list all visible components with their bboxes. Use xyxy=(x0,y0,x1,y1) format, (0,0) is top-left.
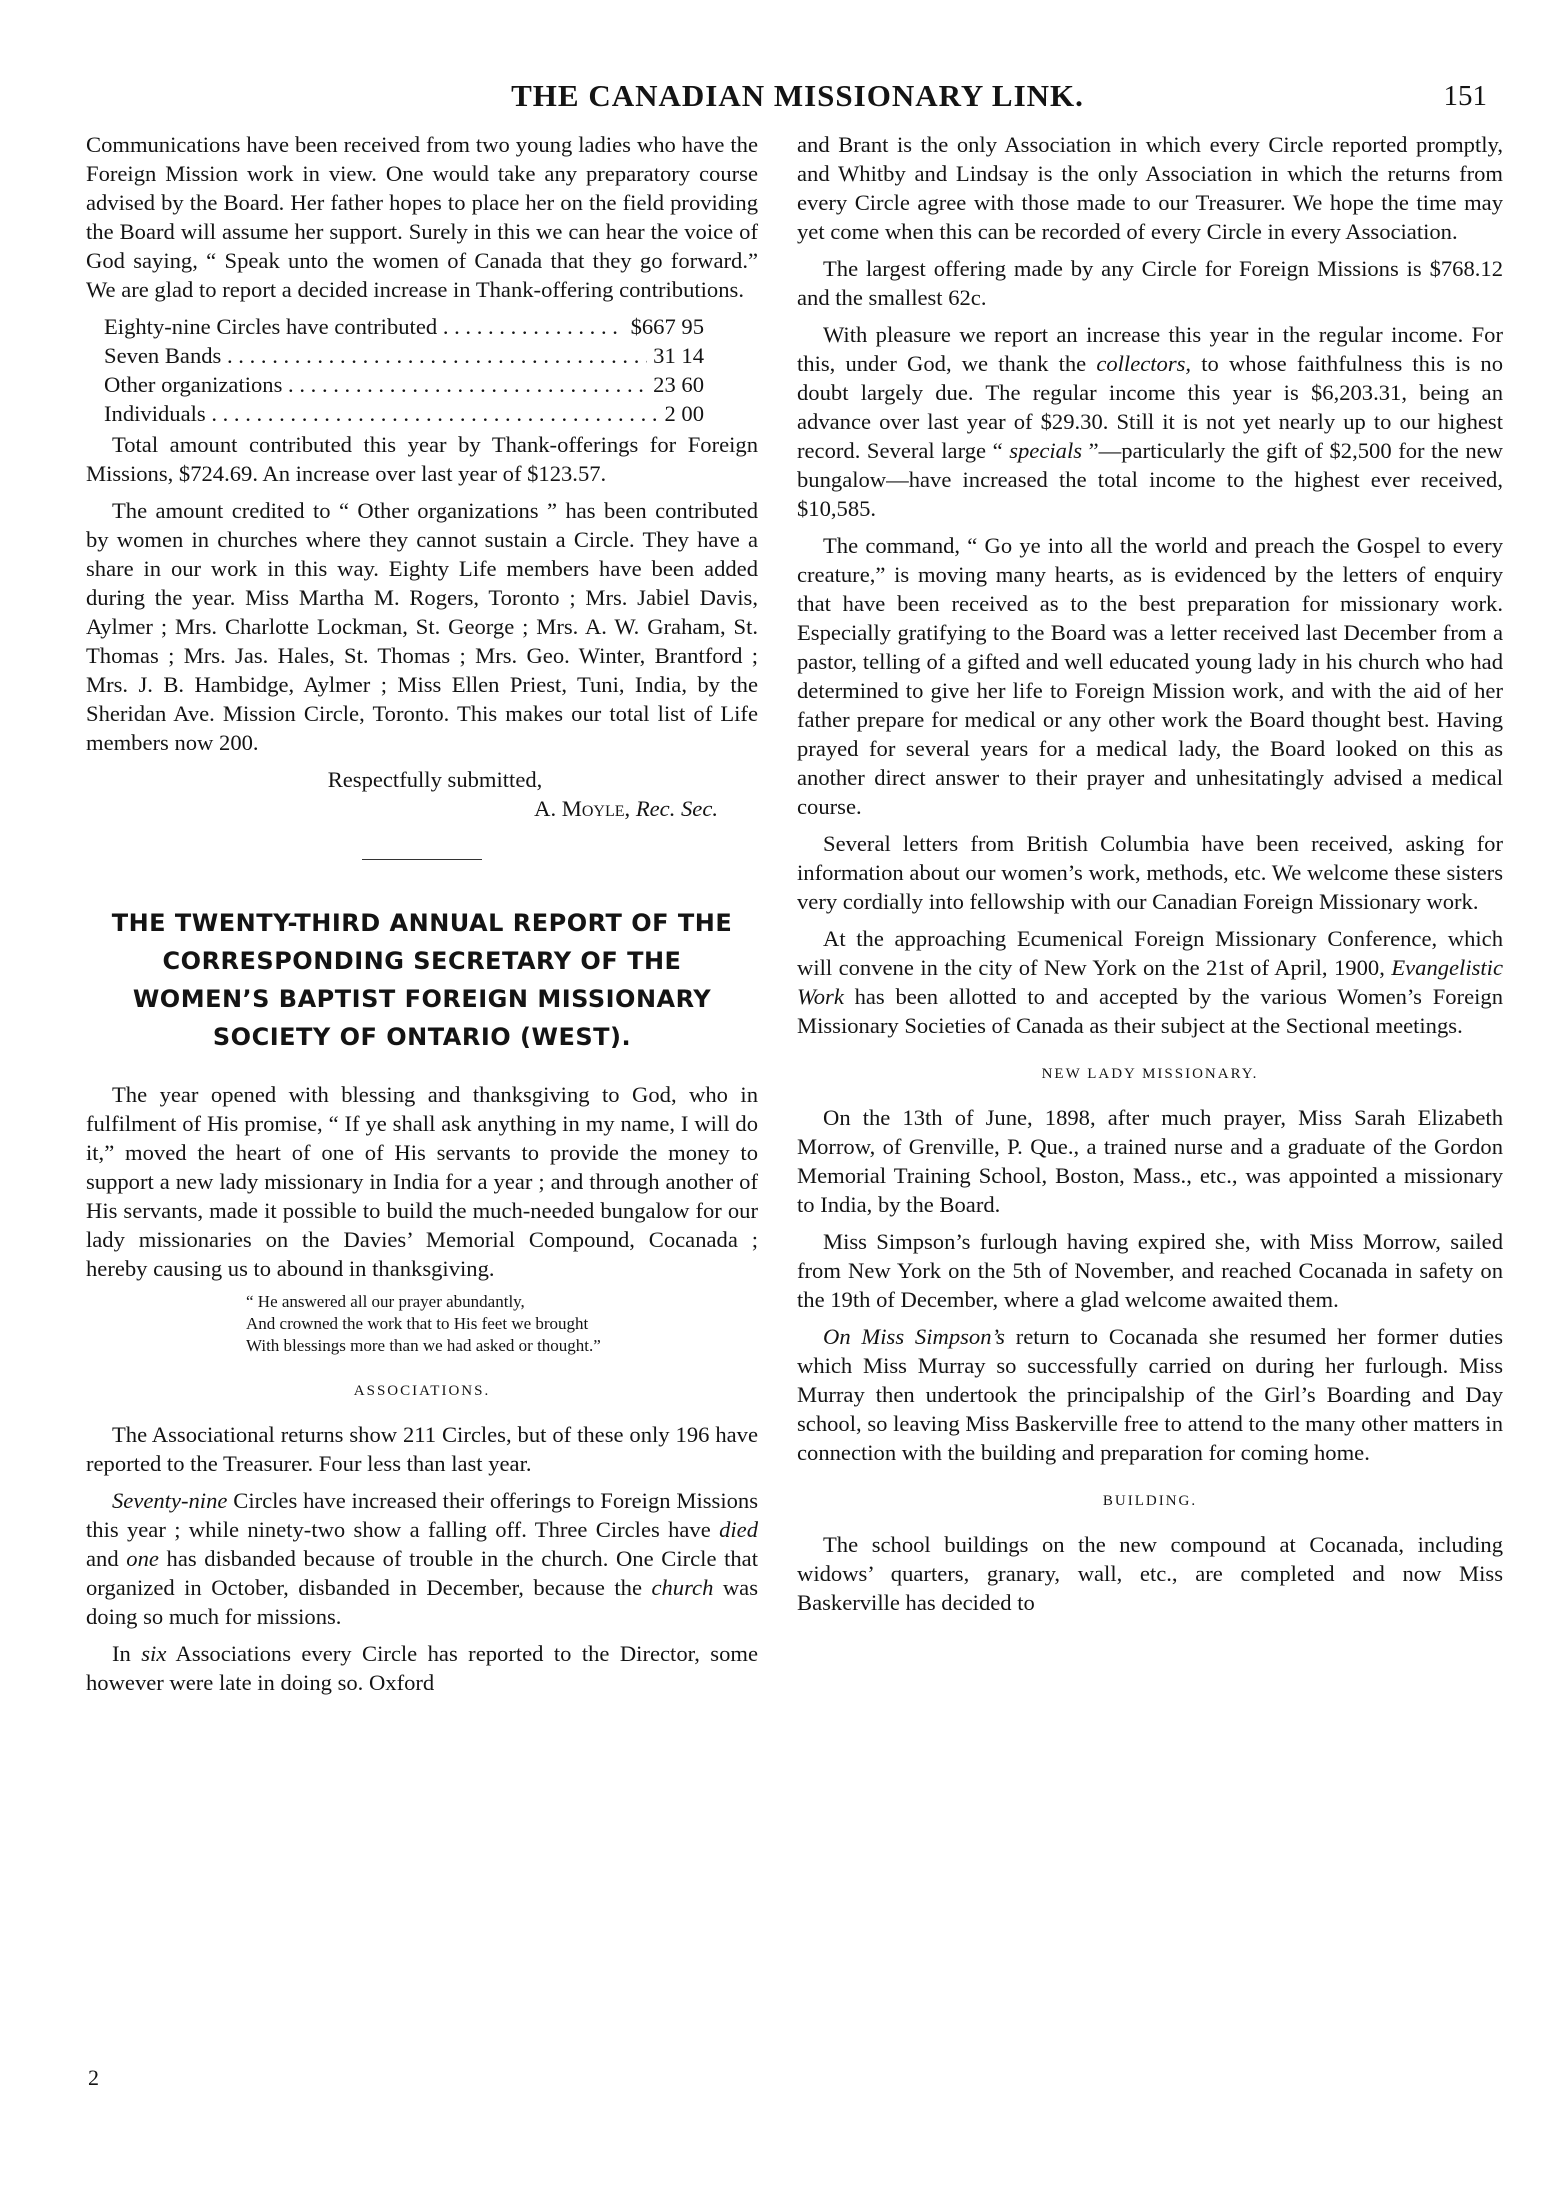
text-run: Associations every Circle has reported to the Director, some however were late in doing so. Oxford xyxy=(86,1641,758,1695)
paragraph: The command, “ Go ye into all the world and preach the Gospel to every creature,” is moving many hearts, as is evidenced by the letters of enquiry that have been received as to the best preparation for missionary work. Especially gratifying to the Board was a letter received last December from a pastor, telling of a gifted and well educated young lady in his church who had determined to give her life to Foreign Mission work, and with the aid of her father prepare for medical or any other work the Board thought best. Having prayed for several years for a medical lady, the Board looked on this as another direct answer to their prayer and unhesitatingly advised a medical course. xyxy=(797,533,1503,819)
poem-line: And crowned the work that to His feet we brought xyxy=(246,1314,589,1333)
paragraph: Communications have been received from two young ladies who have the Foreign Mission work in view. One would take any preparatory course advised by the Board. Her father hopes to place her on the field providing the Board will assume her support. Surely in this we can hear the voice of God saying, “ Speak unto the women of Canada that they go forward.” We are glad to report a decided increase in Thank-offering contributions. xyxy=(86,132,758,302)
totals-label: Other organizations . . . xyxy=(104,370,647,399)
paragraph: The Associational returns show 211 Circles, but of these only 196 have reported to the Treasurer. Four less than last year. xyxy=(86,1422,758,1476)
paragraph xyxy=(86,1639,758,1697)
totals-amount: $667 95 xyxy=(630,314,704,339)
section-heading-associations: ASSOCIATIONS. xyxy=(353,1383,491,1399)
totals-row xyxy=(104,312,704,341)
totals-row xyxy=(104,341,704,370)
report-title: THE TWENTY-THIRD ANNUAL REPORT OF THE CORRESPONDING SECRETARY OF THE WOMEN’S BAPTIST FOREIGN MISSIONARY SOCIETY OF ONTARIO (WEST). xyxy=(111,909,733,1051)
paragraph: and Brant is the only Association in which every Circle reported promptly, and Whitby and Lindsay is the only Association in which the returns from every Circle agree with those made to our Treasurer. We hope the time may yet come when this can be recorded of every Circle in every Association. xyxy=(797,132,1503,244)
text-run: ”—particularly the gift of $2,500 for the new bungalow—have increased the total income to the highest ever received, $10,585. xyxy=(797,438,1503,521)
poem-line: “ He answered all our prayer abundantly, xyxy=(246,1292,525,1311)
text-run: to whose faithfulness this is no doubt largely due. The regular income this year is $6,203.31, being an advance over last year of $29.30. Still it is not yet nearly up to our highest record. Several large “ xyxy=(797,351,1503,463)
paragraph: Miss Simpson’s furlough having expired she, with Miss Morrow, sailed from New York on the 5th of November, and reached Cocanada in safety on the 19th of December, where a glad welcome awaited them. xyxy=(797,1229,1503,1312)
italic-text: collectors, xyxy=(1096,351,1192,376)
section-heading-new-lady-missionary: NEW LADY MISSIONARY. xyxy=(1041,1066,1259,1082)
italic-text: six xyxy=(141,1641,167,1666)
totals-amount: 31 14 xyxy=(653,343,704,368)
journal-title: THE CANADIAN MISSIONARY LINK. xyxy=(511,78,1084,113)
italic-text: died xyxy=(719,1517,758,1542)
page-number: 151 xyxy=(1443,80,1487,112)
signature-name: A. Moyle, xyxy=(534,796,631,821)
totals-row xyxy=(104,399,704,428)
paragraph: The largest offering made by any Circle for Foreign Missions is $768.12 and the smallest 62c. xyxy=(797,256,1503,310)
signoff: Respectfully submitted, xyxy=(327,767,543,792)
totals-row xyxy=(104,370,704,399)
text-run: return to Cocanada she resumed her former duties which Miss Murray so successfully carried on during her furlough. Miss Murray then undertook the principalship of the Girl’s Boarding and Day school, so leaving Miss Baskerville free to attend to the many other matters in connection with the building and preparation for coming home. xyxy=(797,1324,1504,1465)
text-run: was doing so much for missions. xyxy=(86,1575,758,1629)
paragraph: On the 13th of June, 1898, after much prayer, Miss Sarah Elizabeth Morrow, of Grenville, P. Que., a trained nurse and a graduate of the Gordon Memorial Training School, Boston, Mass., etc., was appointed a missionary to India, by the Board. xyxy=(797,1105,1503,1217)
page-header xyxy=(90,78,1505,122)
signature-mark: 2 xyxy=(88,2065,99,2090)
totals-amount: 2 00 xyxy=(664,401,704,426)
paragraph: Several letters from British Columbia have been received, asking for information about our women’s work, methods, etc. We welcome these sisters very cordially into fellowship with our Canadian Foreign Missionary work. xyxy=(797,831,1503,914)
paragraph: The year opened with blessing and thanksgiving to God, who in fulfilment of His promise, “ If ye shall ask anything in my name, I will do it,” moved the heart of one of His servants to provide the money to support a new lady missionary in India for a year ; and through another of His servants, made it possible to build the much-needed bungalow for our lady missionaries on the Davies’ Memorial Compound, Cocanada ; hereby causing us to abound in thanksgiving. xyxy=(86,1082,758,1281)
paragraph xyxy=(797,1322,1503,1467)
text-run: has been allotted to and accepted by the various Women’s Foreign Missionary Societies of Canada as their subject at the Sectional meetings. xyxy=(797,984,1503,1038)
section-heading-building: BUILDING. xyxy=(1102,1493,1198,1509)
text-run: Circles have increased their offerings to Foreign Missions this year ; while ninety-two show a falling off. Three Circles have xyxy=(86,1488,758,1542)
paragraph xyxy=(797,320,1503,523)
poem-quote xyxy=(246,1291,758,1357)
italic-text: On Miss Simpson’s xyxy=(823,1324,1005,1349)
totals-amount: 23 60 xyxy=(653,372,704,397)
italic-text: Seventy-nine xyxy=(112,1488,228,1513)
totals-label: Eighty-nine Circles have contributed . . . xyxy=(104,312,625,341)
paragraph: The amount credited to “ Other organizations ” has been contributed by women in churches where they cannot sustain a Circle. They have a share in our work in this way. Eighty Life members have been added during the year. Miss Martha M. Rogers, Toronto ; Mrs. Jabiel Davis, Aylmer ; Mrs. Charlotte Lockman, St. George ; Mrs. A. W. Graham, St. Thomas ; Mrs. Jas. Hales, St. Thomas ; Mrs. Geo. Winter, Brantford ; Mrs. J. B. Hambidge, Aylmer ; Miss Ellen Priest, Tuni, India, by the Sheridan Ave. Mission Circle, Toronto. This makes our total list of Life members now 200. xyxy=(86,498,758,755)
signature-title: Rec. Sec. xyxy=(635,796,718,821)
paragraph xyxy=(86,1486,758,1631)
totals-label: Individuals . . . xyxy=(104,399,658,428)
text-run: In xyxy=(112,1641,142,1666)
paragraph xyxy=(797,924,1503,1040)
totals-label: Seven Bands . . . xyxy=(104,341,647,370)
italic-text: specials xyxy=(1009,438,1083,463)
paragraph: Total amount contributed this year by Thank-offerings for Foreign Missions, $724.69. An increase over last year of $123.57. xyxy=(86,432,758,486)
thank-offering-totals xyxy=(86,312,758,428)
italic-text: Evangelistic Work xyxy=(797,955,1503,1009)
italic-text: one xyxy=(126,1546,159,1571)
divider xyxy=(362,859,482,860)
italic-text: church xyxy=(651,1575,714,1600)
text-run: has disbanded because of trouble in the church. One Circle that organized in October, disbanded in December, because the xyxy=(86,1546,758,1600)
poem-line: With blessings more than we had asked or thought.” xyxy=(246,1336,601,1355)
left-column xyxy=(86,130,758,1705)
text-run: and xyxy=(86,1546,127,1571)
right-column xyxy=(797,130,1503,1625)
text-run: At the approaching Ecumenical Foreign Missionary Conference, which will convene in the city of New York on the 21st of April, 1900, xyxy=(797,926,1503,980)
signature xyxy=(86,794,758,823)
text-run: With pleasure we report an increase this year in the regular income. For this, under God, we thank the xyxy=(797,322,1503,376)
paragraph: The school buildings on the new compound at Cocanada, including widows’ quarters, granary, wall, etc., are completed and now Miss Baskerville has decided to xyxy=(797,1532,1503,1615)
